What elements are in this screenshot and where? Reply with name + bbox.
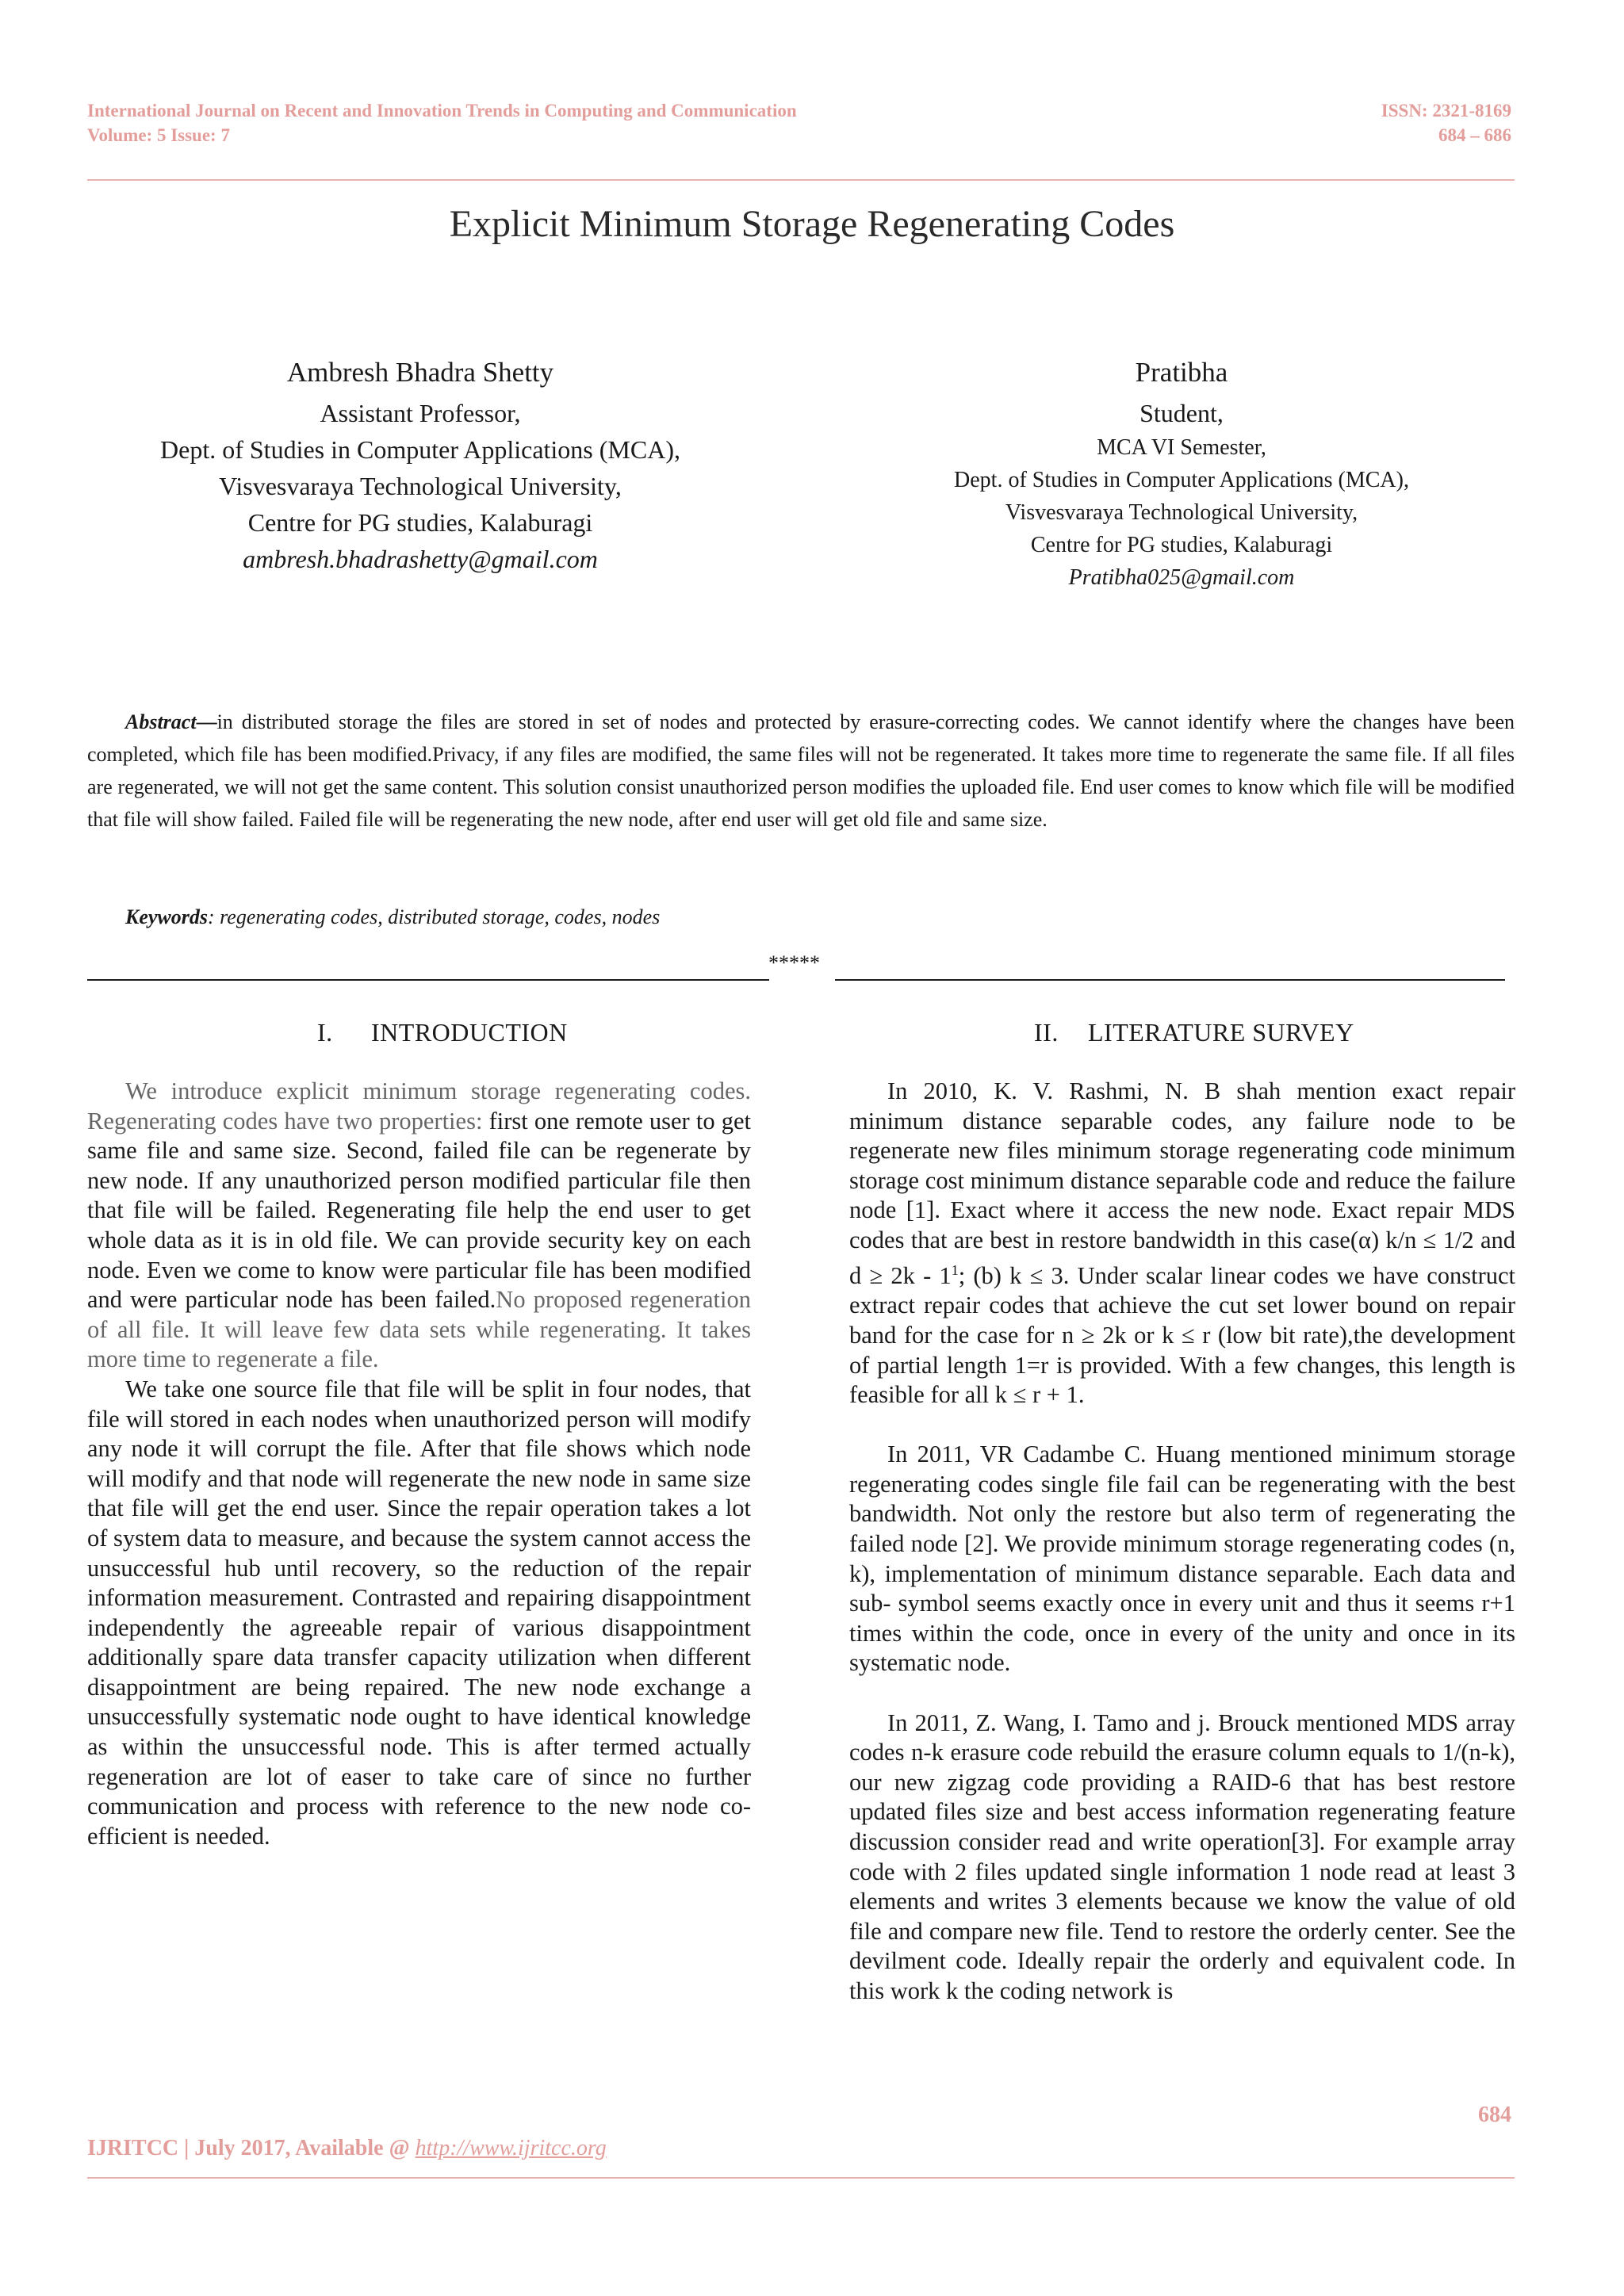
survey-p1-sup: 1: [951, 1261, 959, 1278]
abstract-label: Abstract: [125, 710, 197, 733]
header-rule: [87, 179, 1515, 181]
footer-text: IJRITCC | July 2017, Available @: [87, 2136, 416, 2160]
separator-rule-right: [835, 979, 1505, 981]
survey-p1-b: ; (b) k ≤ 3. Under scalar linear codes we have construct extract repair codes that achieve the cut set lower bound on repair band for the case for n ≥ 2k or k ≤ r (low bit rate),the development of partial length 1=r is provided. With a few changes, this length is feasible for all k ≤ r + 1.: [849, 1261, 1515, 1409]
keywords-label: Keywords: [125, 905, 208, 928]
author-1-centre: Centre for PG studies, Kalaburagi: [247, 508, 593, 537]
section-2-number: II.: [1034, 1018, 1059, 1047]
section-1-number: I.: [317, 1018, 333, 1047]
paper-title: Explicit Minimum Storage Regenerating Codes: [449, 203, 1175, 245]
section-1-title: INTRODUCTION: [371, 1018, 568, 1047]
page-number: 684: [1478, 2103, 1511, 2127]
page-range: 684 – 686: [1438, 125, 1511, 145]
section-heading-literature-survey: [1034, 1018, 1354, 1047]
author-2-dept: Dept. of Studies in Computer Applications (MCA),: [954, 468, 1409, 492]
author-2-name: Pratibha: [1135, 357, 1228, 388]
survey-paragraph-1: [849, 1077, 1515, 1410]
running-header-right: [1381, 98, 1511, 147]
issn: ISSN: 2321-8169: [1381, 101, 1511, 121]
abstract-dash: —: [196, 710, 217, 733]
introduction-body: [87, 1077, 751, 1851]
author-1-email: ambresh.bhadrashetty@gmail.com: [243, 545, 598, 573]
author-1: [103, 350, 737, 577]
survey-paragraph-2: In 2011, VR Cadambe C. Huang mentioned minimum storage regenerating codes single file fail can be regenerating with the best bandwidth. Not only the restore but also term of regenerating the failed node [2]. We provide minimum storage regenerating codes (n, k), implementation of minimum distance separable. Each data and sub- symbol seems exactly once in every unit and thus it seems r+1 times within the code, once in every of the unity and once in its systematic node.: [849, 1441, 1515, 1677]
separator-stars: *****: [768, 951, 820, 974]
keywords: [125, 905, 660, 929]
author-1-role: Assistant Professor,: [320, 399, 521, 427]
abstract-text: in distributed storage the files are stored in set of nodes and protected by erasure-correcting codes. We cannot identify where the changes have been completed, which file has been modified.Privacy, if any files are modified, the same files will not be regenerated. It takes more time to regenerate the same file. If all files are regenerated, we will not get the same content. This solution consist unauthorized person modifies the uploaded file. End user comes to know which file will be modified that file will show failed. Failed file will be regenerating the new node, after end user will get old file and same size.: [87, 710, 1515, 831]
survey-p1-a: In 2010, K. V. Rashmi, N. B shah mention exact repair minimum distance separable codes, any failure node to be regenerate new files minimum storage regenerating code minimum storage cost minimum distance separable code and reduce the failure node [1]. Exact where it access the new node. Exact repair MDS codes that are best in restore bandwidth in this case(α) k/n ≤ 1/2 and d ≥ 2k - 1: [849, 1077, 1515, 1289]
intro-p1-main: first one remote user to get same file and same size. Second, failed file can be regenerate by new node. If any unauthorized person modified particular file then that file will be failed. Regenerating file help the end user to get whole data as it is in old file. We can provide security key on each node. Even we come to know were particular file has been modified and were particular node has been failed.: [87, 1107, 751, 1314]
author-1-dept: Dept. of Studies in Computer Applications (MCA),: [160, 435, 680, 464]
intro-paragraph-2: We take one source file that file will be split in four nodes, that file will stored in each nodes when unauthorized person will modify any node it will corrupt the file. After that file shows which node will modify and that node will regenerate the new node in same size that file will get the end user. Since the repair operation takes a lot of system data to measure, and because the system cannot access the unsuccessful hub until recovery, so the reduction of the repair information measurement. Contrasted and repairing disappointment independently the agreeable repair of various disappointment additionally spare data transfer capacity utilization when different disappointment are being repaired. The new node exchange a unsuccessfully systematic node ought to have identical knowledge as within the unsuccessful node. This is after termed actually regeneration are lot of easer to take care of since no further communication and process with reference to the new node co-efficient is needed.: [87, 1375, 751, 1850]
running-header-left: [87, 98, 797, 147]
volume-issue: Volume: 5 Issue: 7: [87, 125, 230, 145]
intro-p1-gray-end: No proposed regeneration of all file. It will leave few data sets while regenerating. It takes more time to regenerate a file.: [87, 1286, 751, 1373]
author-2-university: Visvesvaraya Technological University,: [1005, 500, 1358, 525]
paragraph-gap: [849, 1678, 1515, 1709]
separator-rule-left: [87, 979, 769, 981]
paragraph-gap: [849, 1410, 1515, 1441]
footer-rule: [87, 2177, 1515, 2179]
author-2-email: Pratibha025@gmail.com: [1068, 565, 1295, 590]
author-2-role: Student,: [1139, 399, 1224, 427]
survey-paragraph-3: In 2011, Z. Wang, I. Tamo and j. Brouck mentioned MDS array codes n-k erasure code rebuild the erasure column equals to 1/(n-k), our new zigzag code providing a RAID-6 that has best restore updated files size and best access information regenerating feature discussion consider read and write operation[3]. For example array code with 2 files updated single information 1 node read at least 3 elements and writes 3 elements because we know the value of old file and compare new file. Tend to restore the orderly center. See the devilment code. Ideally repair the orderly and equivalent code. In this work k the coding network is: [849, 1709, 1515, 2004]
footer: [87, 2136, 607, 2161]
section-2-title: LITERATURE SURVEY: [1088, 1018, 1354, 1047]
intro-paragraph-1: [87, 1077, 751, 1375]
author-1-university: Visvesvaraya Technological University,: [219, 472, 622, 500]
keywords-text: : regenerating codes, distributed storage, codes, nodes: [208, 905, 661, 928]
author-2-semester: MCA VI Semester,: [1097, 435, 1266, 460]
intro-p1-gray-start: We introduce explicit minimum storage regenerating codes. Regenerating codes have two properties:: [87, 1077, 751, 1135]
author-1-name: Ambresh Bhadra Shetty: [286, 357, 554, 388]
section-heading-introduction: [317, 1018, 568, 1047]
abstract: [87, 706, 1515, 836]
author-2-centre: Centre for PG studies, Kalaburagi: [1030, 533, 1333, 557]
journal-name: International Journal on Recent and Innovation Trends in Computing and Communication: [87, 101, 797, 121]
literature-survey-body: [849, 1077, 1515, 2007]
author-2: [864, 350, 1499, 594]
footer-link[interactable]: http://www.ijritcc.org: [415, 2136, 607, 2160]
